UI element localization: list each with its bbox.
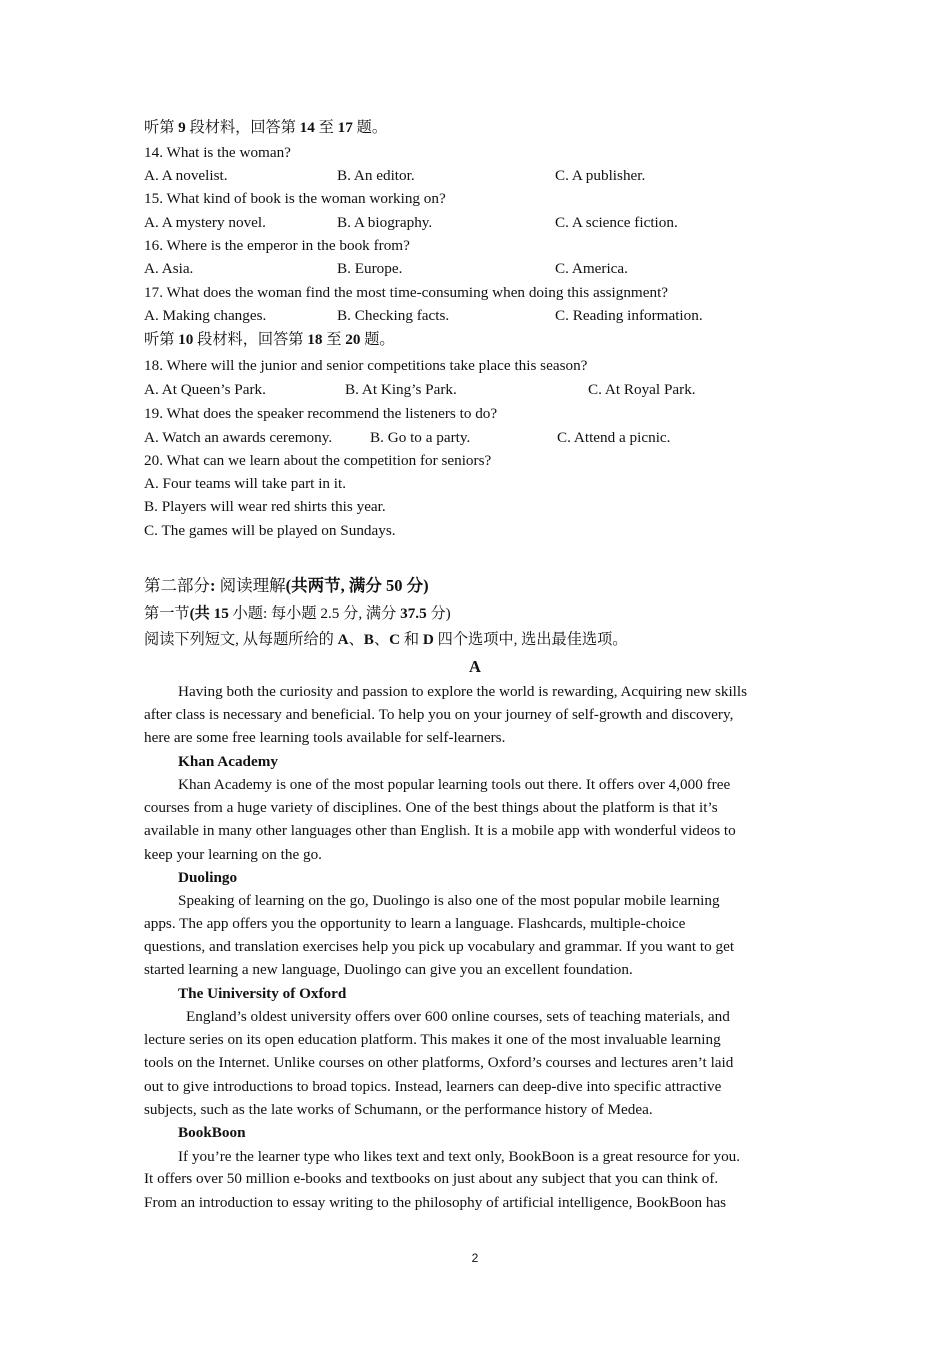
passage-line: England’s oldest university offers over 600 online courses, sets of teaching materials, and: [186, 1008, 730, 1025]
passage-label: A: [469, 657, 481, 676]
page-number: 2: [471, 1251, 479, 1265]
option-c: C. Reading information.: [555, 307, 703, 324]
section-heading-9: 听第 9 段材料，回答第 14 至 17 题。: [144, 119, 387, 136]
passage-line: keep your learning on the go.: [144, 846, 322, 863]
option-c: C. The games will be played on Sundays.: [144, 522, 396, 539]
question-18: 18. Where will the junior and senior competitions take place this season?: [144, 357, 588, 374]
passage-line: It offers over 50 million e-books and textbooks on just about any subject that you can think of.: [144, 1170, 719, 1187]
question-14: 14. What is the woman?: [144, 144, 291, 161]
passage-line: started learning a new language, Duolingo can give you an excellent foundation.: [144, 961, 633, 978]
passage-line: out to give introductions to broad topics. Instead, learners can deep-dive into specific attractive: [144, 1078, 722, 1095]
passage-line: From an introduction to essay writing to the philosophy of artificial intelligence, BookBoon has: [144, 1194, 727, 1211]
subheading: The Uiniversity of Oxford: [178, 985, 347, 1002]
passage-line: Khan Academy is one of the most popular learning tools out there. It offers over 4,000 free: [178, 776, 731, 793]
option-c: C. A science fiction.: [555, 214, 678, 231]
instruction: 阅读下列短文, 从每题所给的 A、B、C 和 D 四个选项中, 选出最佳选项。: [144, 631, 628, 648]
passage-line: here are some free learning tools available for self-learners.: [144, 729, 506, 746]
option-c: C. America.: [555, 260, 628, 277]
passage-line: apps. The app offers you the opportunity to learn a language. Flashcards, multiple-choice: [144, 915, 686, 932]
passage-line: available in many other languages other than English. It is a mobile app with wonderful videos to: [144, 822, 736, 839]
option-a: A. A mystery novel.: [144, 214, 266, 231]
option-a: A. Making changes.: [144, 307, 267, 324]
option-c: C. A publisher.: [555, 167, 646, 184]
option-b: B. Europe.: [337, 260, 403, 277]
passage-line: after class is necessary and beneficial. To help you on your journey of self-growth and discovery,: [144, 706, 734, 723]
passage-line: Having both the curiosity and passion to explore the world is rewarding, Acquiring new skills: [178, 683, 748, 700]
option-b: B. Checking facts.: [337, 307, 450, 324]
option-b: B. Players will wear red shirts this year.: [144, 498, 386, 515]
question-17: 17. What does the woman find the most time-consuming when doing this assignment?: [144, 284, 669, 301]
section-heading-10: 听第 10 段材料，回答第 18 至 20 题。: [144, 331, 395, 348]
option-b: B. At King’s Park.: [345, 381, 457, 398]
passage-line: tools on the Internet. Unlike courses on other platforms, Oxford’s courses and lectures aren’t laid: [144, 1054, 734, 1071]
passage-line: courses from a huge variety of disciplines. One of the best things about the platform is that it’s: [144, 799, 718, 816]
question-16: 16. Where is the emperor in the book from?: [144, 237, 410, 254]
option-a: A. A novelist.: [144, 167, 228, 184]
option-c: C. Attend a picnic.: [557, 429, 671, 446]
subheading: BookBoon: [178, 1124, 246, 1141]
option-a: A. Four teams will take part in it.: [144, 475, 347, 492]
passage-line: Speaking of learning on the go, Duolingo is also one of the most popular mobile learning: [178, 892, 720, 909]
passage-line: subjects, such as the late works of Schumann, or the performance history of Medea.: [144, 1101, 653, 1118]
question-20: 20. What can we learn about the competition for seniors?: [144, 452, 492, 469]
option-a: A. Watch an awards ceremony.: [144, 429, 333, 446]
option-b: B. An editor.: [337, 167, 415, 184]
option-c: C. At Royal Park.: [588, 381, 696, 398]
passage-line: lecture series on its open education platform. This makes it one of the most invaluable learning: [144, 1031, 721, 1048]
option-b: B. Go to a party.: [370, 429, 471, 446]
section-title: 第一节(共 15 小题: 每小题 2.5 分, 满分 37.5 分): [144, 605, 451, 622]
passage-line: questions, and translation exercises help you pick up vocabulary and grammar. If you want to get: [144, 938, 735, 955]
option-a: A. At Queen’s Park.: [144, 381, 266, 398]
subheading: Duolingo: [178, 869, 238, 886]
question-19: 19. What does the speaker recommend the listeners to do?: [144, 405, 498, 422]
subheading: Khan Academy: [178, 753, 278, 770]
option-b: B. A biography.: [337, 214, 433, 231]
option-a: A. Asia.: [144, 260, 194, 277]
question-15: 15. What kind of book is the woman working on?: [144, 190, 446, 207]
passage-line: If you’re the learner type who likes text and text only, BookBoon is a great resource for you.: [178, 1148, 741, 1165]
part-title: 第二部分: 阅读理解(共两节, 满分 50 分): [144, 576, 429, 595]
